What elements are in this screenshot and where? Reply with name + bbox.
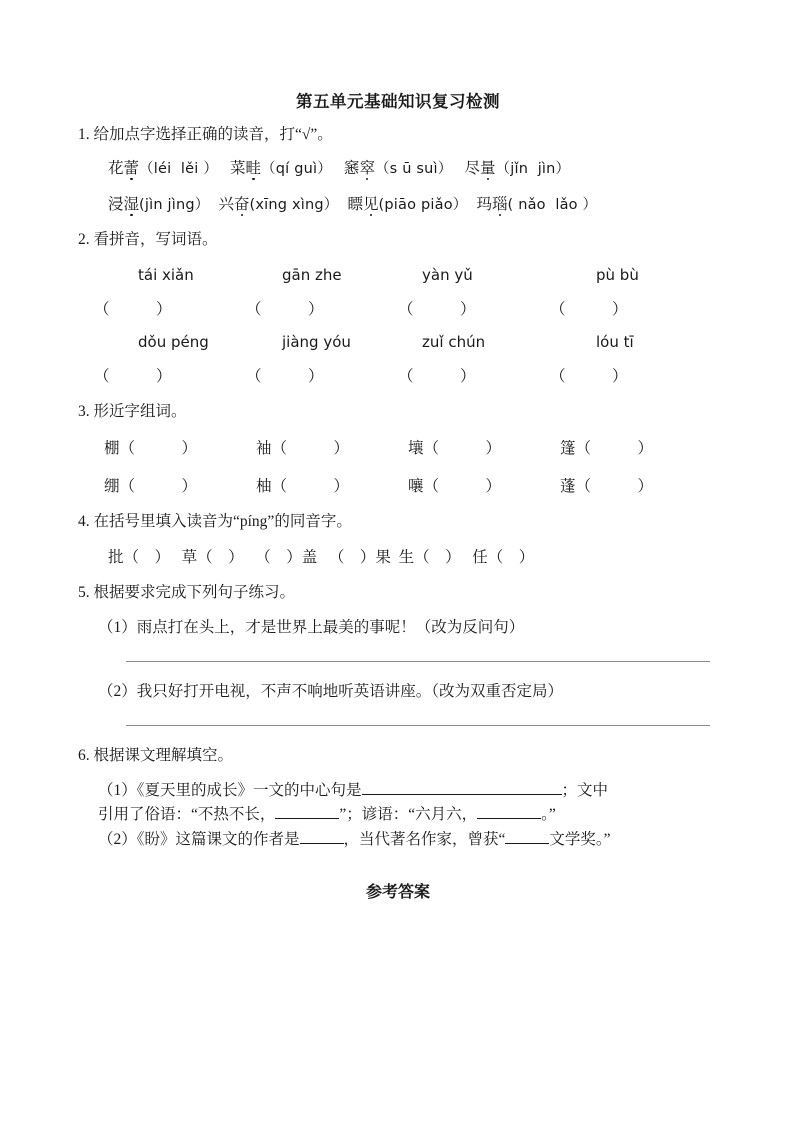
q3-char-blank[interactable]: 蓬（ ）: [560, 478, 654, 496]
q1-dotted-char: 湿: [124, 192, 140, 214]
question-2-answer-row-2: [78, 364, 718, 386]
q2-answer-blank[interactable]: （ ）: [550, 368, 628, 386]
question-2-stem: 2. 看拼音，写词语。: [78, 231, 218, 249]
q6-text: ”；谚语：“六月六，: [339, 806, 478, 824]
q1-pinyin-choices[interactable]: (piāo piǎo）: [378, 197, 468, 214]
page-title: 第五单元基础知识复习检测: [296, 92, 500, 111]
question-4-row[interactable]: 批（ ） 草（ ） （ ）盖 （ ）果 生（ ） 任（ ）: [108, 549, 535, 567]
q6-blank-proverb-1[interactable]: [275, 818, 339, 819]
q1-dotted-char: 瑙: [492, 192, 508, 214]
q1-word-prefix: 浸: [108, 196, 124, 214]
q1-item: [108, 192, 210, 214]
q6-text: ，当代著名作家，曾获“: [343, 831, 506, 849]
q1-pinyin-choices[interactable]: （jǐn jìn）: [495, 161, 571, 178]
q2-answer-blank[interactable]: （ ）: [398, 301, 476, 319]
q3-char-blank[interactable]: 壤（ ）: [408, 440, 502, 458]
q1-item: [230, 156, 332, 178]
q1-item: [477, 192, 598, 214]
q3-char-blank[interactable]: 嚷（ ）: [408, 478, 502, 496]
question-1-stem: 1. 给加点字选择正确的读音，打“√”。: [78, 126, 333, 143]
q1-pinyin-choices[interactable]: （léi lěi ）: [139, 161, 219, 178]
q1-pinyin-choices[interactable]: （s ū suì）: [374, 161, 453, 178]
q1-word-prefix: 玛: [476, 196, 493, 214]
q2-answer-blank[interactable]: （ ）: [94, 301, 172, 319]
q6-text: 引用了俗语：“不热不长，: [98, 806, 276, 824]
q6-text: （2）《盼》这篇课文的作者是: [98, 831, 300, 849]
question-5-item-2: （2）我只好打开电视，不声不响地听英语讲座。（改为双重否定局）: [98, 682, 564, 700]
question-5-answer-line-2[interactable]: [126, 725, 710, 726]
q3-char-blank[interactable]: 棚（ ）: [104, 440, 198, 458]
question-6-item-1-line-1: [78, 779, 718, 804]
question-2-pinyin-row-1: [78, 266, 718, 284]
q1-item: [108, 156, 218, 178]
q6-blank-center-sentence[interactable]: [362, 794, 562, 795]
q2-pinyin-cue: dǒu péng: [138, 333, 209, 352]
q6-text: 文学奖。”: [549, 831, 611, 849]
question-5-stem: 5. 根据要求完成下列句子练习。: [78, 584, 296, 602]
q2-answer-blank[interactable]: （ ）: [246, 301, 324, 319]
q1-pinyin-choices[interactable]: (xīng xìng）: [249, 197, 339, 214]
question-6-item-1-line-2: [78, 803, 718, 828]
q6-text: （1）《夏天里的成长》一文的中心句是: [98, 781, 362, 799]
q1-dotted-char: 见: [363, 192, 379, 214]
question-4-stem: 4. 在括号里填入读音为“píng”的同音字。: [78, 513, 352, 531]
question-1-row-2: [78, 192, 718, 214]
q2-pinyin-cue: yàn yǔ: [422, 266, 473, 285]
q2-pinyin-cue: jiàng yóu: [282, 333, 351, 352]
q1-item: [465, 156, 571, 178]
question-6-stem: 6. 根据课文理解填空。: [78, 746, 234, 764]
q3-char-blank[interactable]: 绷（ ）: [104, 478, 198, 496]
q1-dotted-char: 奋: [234, 192, 250, 214]
q3-char-blank[interactable]: 袖（ ）: [256, 440, 350, 458]
q1-word-prefix: 菜: [230, 160, 246, 178]
question-2-answer-row-1: [78, 297, 718, 319]
q1-word-prefix: 尽: [464, 160, 481, 178]
q3-char-blank[interactable]: 篷（ ）: [560, 440, 654, 458]
q1-item: [219, 192, 339, 214]
q1-pinyin-choices[interactable]: ( nǎo lǎo ）: [507, 197, 598, 214]
q1-pinyin-choices[interactable]: (jìn jìng）: [139, 197, 210, 214]
question-1-row-1: [78, 156, 718, 178]
q1-dotted-char: 窣: [359, 156, 375, 178]
q6-blank-award[interactable]: [505, 843, 549, 844]
q1-word-prefix: 兴: [218, 196, 235, 214]
question-3-row-1: [78, 436, 718, 458]
q1-item: [348, 192, 468, 214]
question-2-pinyin-row-2: [78, 333, 718, 351]
q3-char-blank[interactable]: 柚（ ）: [256, 478, 350, 496]
q2-pinyin-cue: tái xiǎn: [138, 266, 194, 285]
q2-answer-blank[interactable]: （ ）: [398, 368, 476, 386]
question-5-answer-line-1[interactable]: [126, 661, 710, 662]
q2-answer-blank[interactable]: （ ）: [246, 368, 324, 386]
q1-dotted-char: 畦: [246, 156, 262, 178]
q1-word-prefix: 花: [108, 160, 124, 178]
q6-blank-author[interactable]: [300, 843, 344, 844]
q1-dotted-char: 量: [480, 156, 496, 178]
q6-text: ；文中: [561, 781, 609, 799]
q2-pinyin-cue: lóu tī: [596, 333, 634, 352]
q1-pinyin-choices[interactable]: （qí guì）: [261, 161, 332, 178]
q1-word-prefix: 窸: [343, 160, 360, 178]
q2-pinyin-cue: zuǐ chún: [422, 333, 486, 352]
q2-answer-blank[interactable]: （ ）: [550, 301, 628, 319]
q2-answer-blank[interactable]: （ ）: [94, 368, 172, 386]
q1-item: [344, 156, 453, 178]
q6-blank-proverb-2[interactable]: [477, 818, 541, 819]
question-3-row-2: [78, 474, 718, 496]
q1-word-prefix: 瞟: [347, 196, 364, 214]
q2-pinyin-cue: pù bù: [596, 266, 639, 285]
question-5-item-1: （1）雨点打在头上，才是世界上最美的事呢！（改为反问句）: [98, 619, 525, 637]
question-3-stem: 3. 形近字组词。: [78, 403, 187, 421]
question-6-item-2: [78, 828, 718, 853]
q1-dotted-char: 蕾: [124, 156, 140, 178]
answers-heading: 参考答案: [365, 884, 430, 902]
worksheet-content: [78, 88, 718, 902]
q2-pinyin-cue: gān zhe: [282, 266, 342, 285]
q6-text: 。”: [541, 806, 556, 824]
